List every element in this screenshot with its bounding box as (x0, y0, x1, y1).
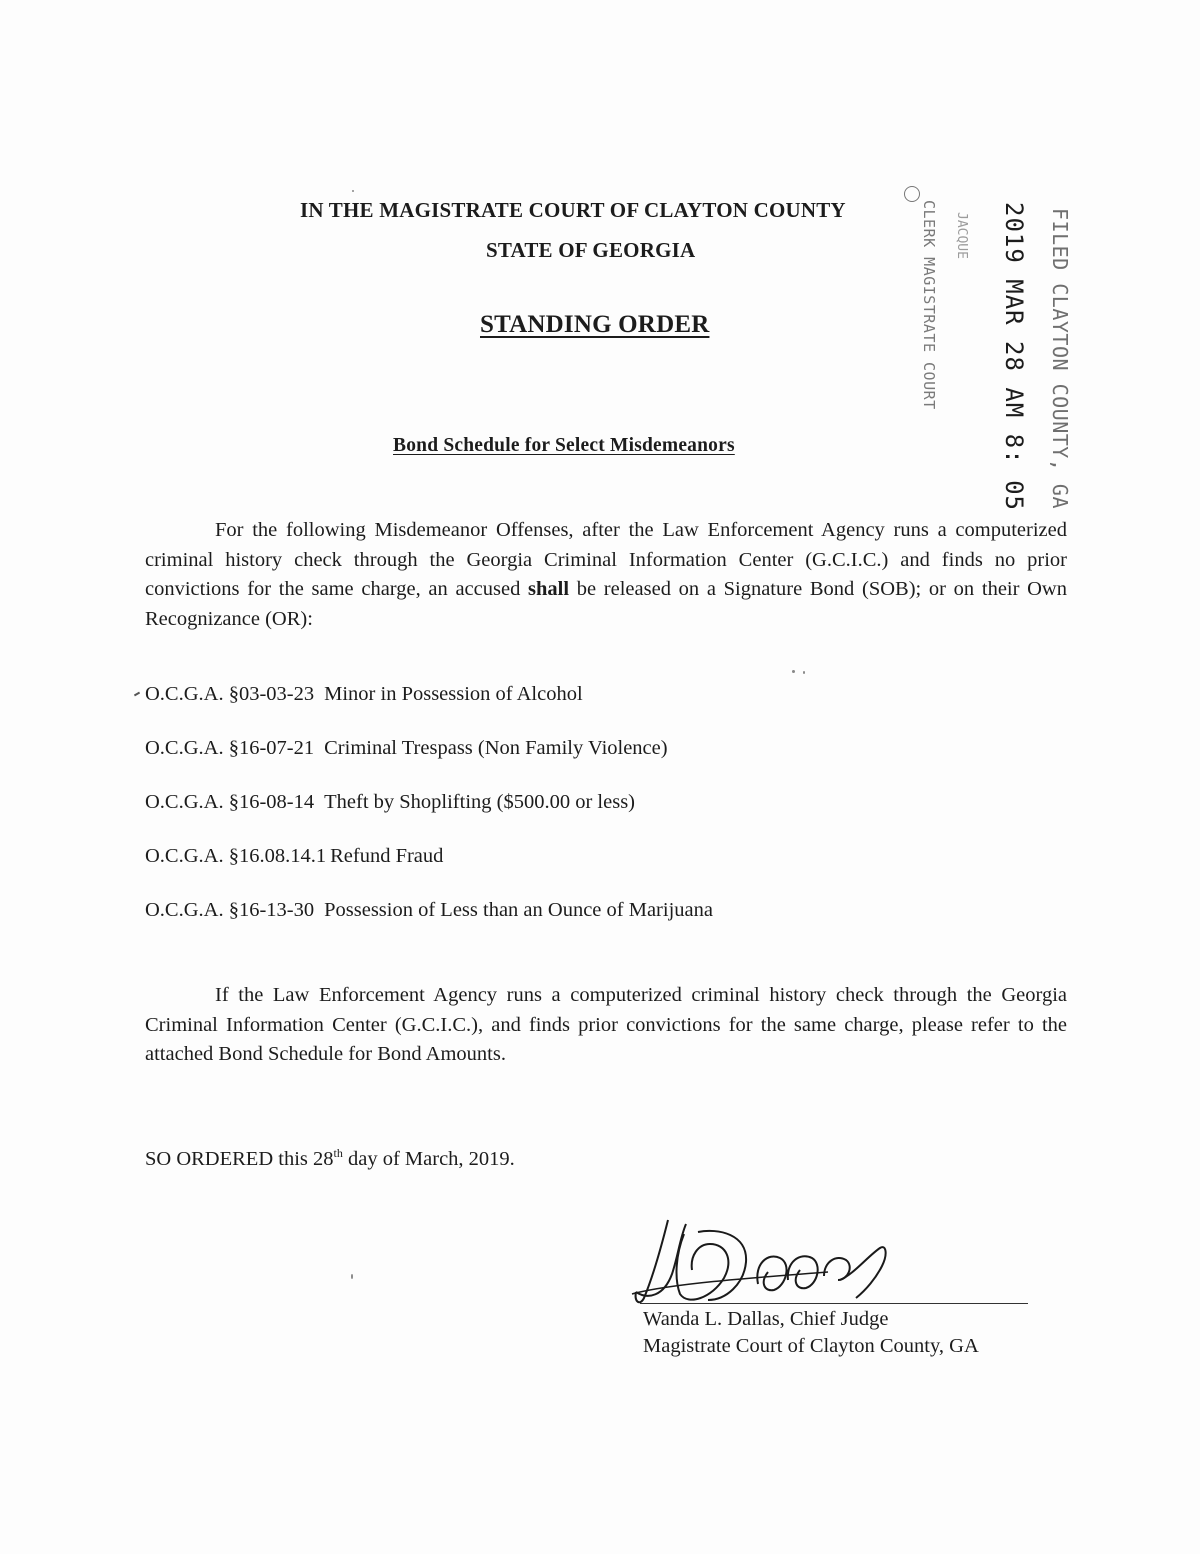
offense-description: Theft by Shoplifting ($500.00 or less) (324, 791, 636, 813)
handwritten-signature (628, 1214, 898, 1310)
filed-stamp (890, 182, 1090, 511)
offense-item (145, 683, 583, 706)
scan-speck (803, 671, 805, 674)
offense-code: O.C.G.A. §16-13-30 (145, 899, 315, 921)
offense-code: O.C.G.A. §16-08-14 (145, 791, 315, 813)
signer-name: Wanda L. Dallas, Chief Judge (643, 1308, 889, 1330)
intro-bold-word: shall (528, 578, 570, 600)
state-title: STATE OF GEORGIA (486, 238, 696, 262)
scan-speck (351, 1274, 353, 1279)
ordered-superscript: th (333, 1146, 343, 1160)
offense-description: Possession of Less than an Ounce of Marijuana (324, 899, 713, 921)
intro-paragraph (145, 516, 1067, 634)
ordered-prefix: SO ORDERED this 28 (145, 1147, 334, 1170)
stamp-seal-icon (904, 186, 920, 202)
stamp-filed-label: FILED (1048, 208, 1072, 271)
offense-description: Refund Fraud (330, 845, 444, 867)
offense-description: Criminal Trespass (Non Family Violence) (324, 737, 668, 759)
ordered-suffix: day of March, 2019. (342, 1147, 515, 1170)
stamp-clerk-name: JACQUE (954, 212, 969, 259)
offense-item (145, 899, 713, 922)
intro-text-start: For the following Misdemeanor Offenses, after the Law Enforcement Agency runs a computerized criminal history check through the Georgia Criminal Information Center (G.C.I.C.) and finds no prior convictions for the same charge, an accused (145, 519, 1067, 600)
scan-speck (352, 190, 354, 192)
offense-item (145, 845, 443, 868)
scan-speck (792, 670, 795, 673)
stamp-datetime: 2019 MAR 28 AM 8: 05 (1000, 202, 1028, 511)
offense-item (145, 737, 668, 760)
followup-paragraph: If the Law Enforcement Agency runs a computerized criminal history check through the Georgia Criminal Information Center (G.C.I.C.), and finds prior convictions for the same charge, please refer to the attached Bond Schedule for Bond Amounts. (145, 984, 1067, 1065)
order-title: STANDING ORDER (480, 311, 710, 338)
schedule-title: Bond Schedule for Select Misdemeanors (393, 435, 735, 456)
offense-description: Minor in Possession of Alcohol (324, 683, 583, 705)
offense-item (145, 791, 635, 814)
check-mark-icon (134, 692, 140, 697)
offense-code: O.C.G.A. §16.08.14.1 (145, 845, 327, 867)
stamp-clerk-office: CLERK MAGISTRATE COURT (920, 200, 938, 410)
signature-line (640, 1303, 1028, 1304)
intro-text-end: be released on a Signature Bond (SOB); or on their Own Recognizance (OR): (145, 578, 1067, 630)
so-ordered-line (145, 1146, 515, 1171)
offense-code: O.C.G.A. §03-03-23 (145, 683, 315, 705)
court-title: IN THE MAGISTRATE COURT OF CLAYTON COUNTY (300, 198, 846, 222)
stamp-county: CLAYTON COUNTY, GA (1048, 283, 1072, 510)
signer-title: Magistrate Court of Clayton County, GA (643, 1335, 979, 1357)
stamp-filed-county (1048, 208, 1072, 509)
offense-code: O.C.G.A. §16-07-21 (145, 737, 315, 759)
